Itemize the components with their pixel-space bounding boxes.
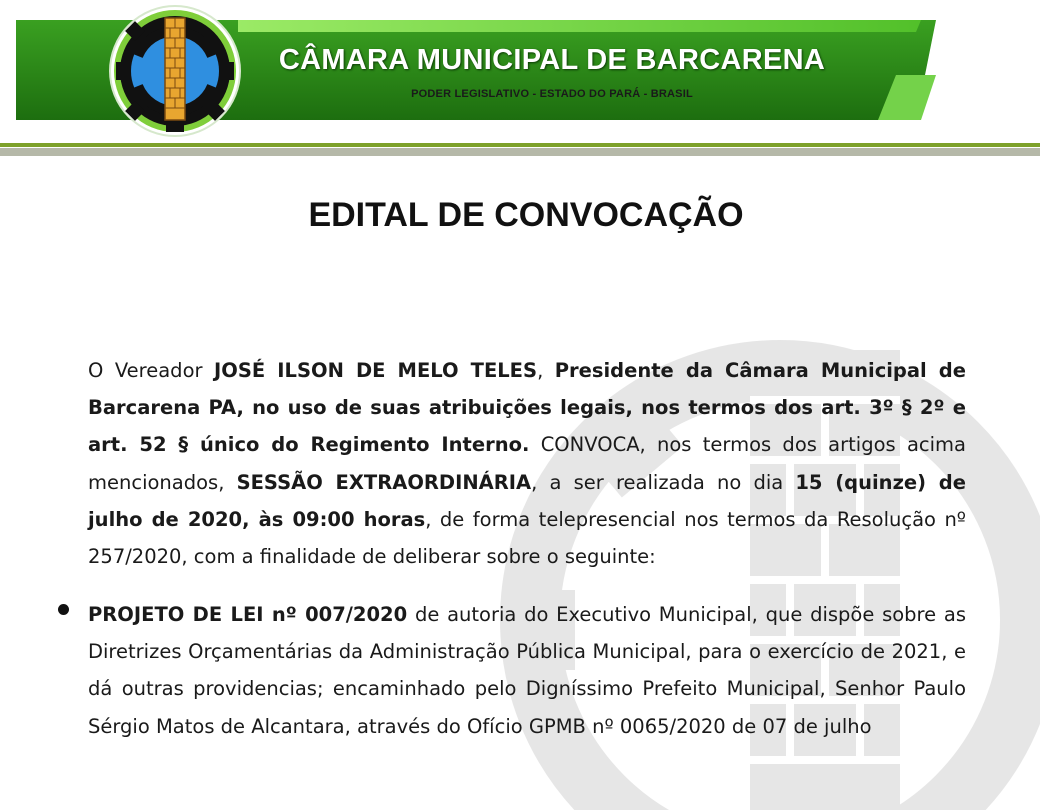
paragraph-text: , xyxy=(537,359,555,382)
paragraph-text: , de forma telepresencial nos termos da Resolução nº 257/2020, com a finalidade de deliberar sobre o seguinte: xyxy=(88,507,966,569)
session-type: SESSÃO EXTRAORDINÁRIA xyxy=(236,470,532,494)
document-title: EDITAL DE CONVOCAÇÃO xyxy=(308,196,744,234)
agenda-item-title: PROJETO DE LEI nº 007/2020 xyxy=(88,603,408,626)
page-title: CÂMARA MUNICIPAL DE BARCARENA xyxy=(278,44,826,76)
paragraph-text: O Vereador xyxy=(88,359,214,382)
agenda-item-text: de autoria do Executivo Municipal, que dispõe sobre as Diretrizes Orçamentárias da Administração Pública Municipal, para o exercício de 2021, e dá outras providencias; encaminhado pelo Digníssimo Prefeito Municipal, Senhor Paulo Sérgio Matos de Alcantara, através do Ofício GPMB nº 0065/2020 de 07 de julho xyxy=(88,603,966,738)
vereador-name: JOSÉ ILSON DE MELO TELES xyxy=(214,359,538,382)
convocation-paragraph xyxy=(88,352,966,575)
paragraph-text: , a ser realizada no dia xyxy=(531,470,796,494)
agenda-item xyxy=(88,596,966,745)
chimney-gear-seal-icon xyxy=(108,4,242,138)
paragraph-text: CONVOCA, nos termos dos artigos acima mencionados, xyxy=(88,433,966,494)
bullet-icon xyxy=(58,604,69,615)
page-subtitle: PODER LEGISLATIVO - ESTADO DO PARÁ - BRASIL xyxy=(411,88,693,100)
header-rule-olive xyxy=(0,143,1040,147)
header-rule-gray xyxy=(0,148,1040,156)
presidente-clause: Presidente da Câmara Municipal de Barcarena PA, no uso de suas atribuições legais, nos termos dos art. 3º § 2º e art. 52 § único do Regimento Interno. xyxy=(88,359,966,457)
session-datetime: 15 (quinze) de julho de 2020, às 09:00 horas xyxy=(88,470,966,531)
